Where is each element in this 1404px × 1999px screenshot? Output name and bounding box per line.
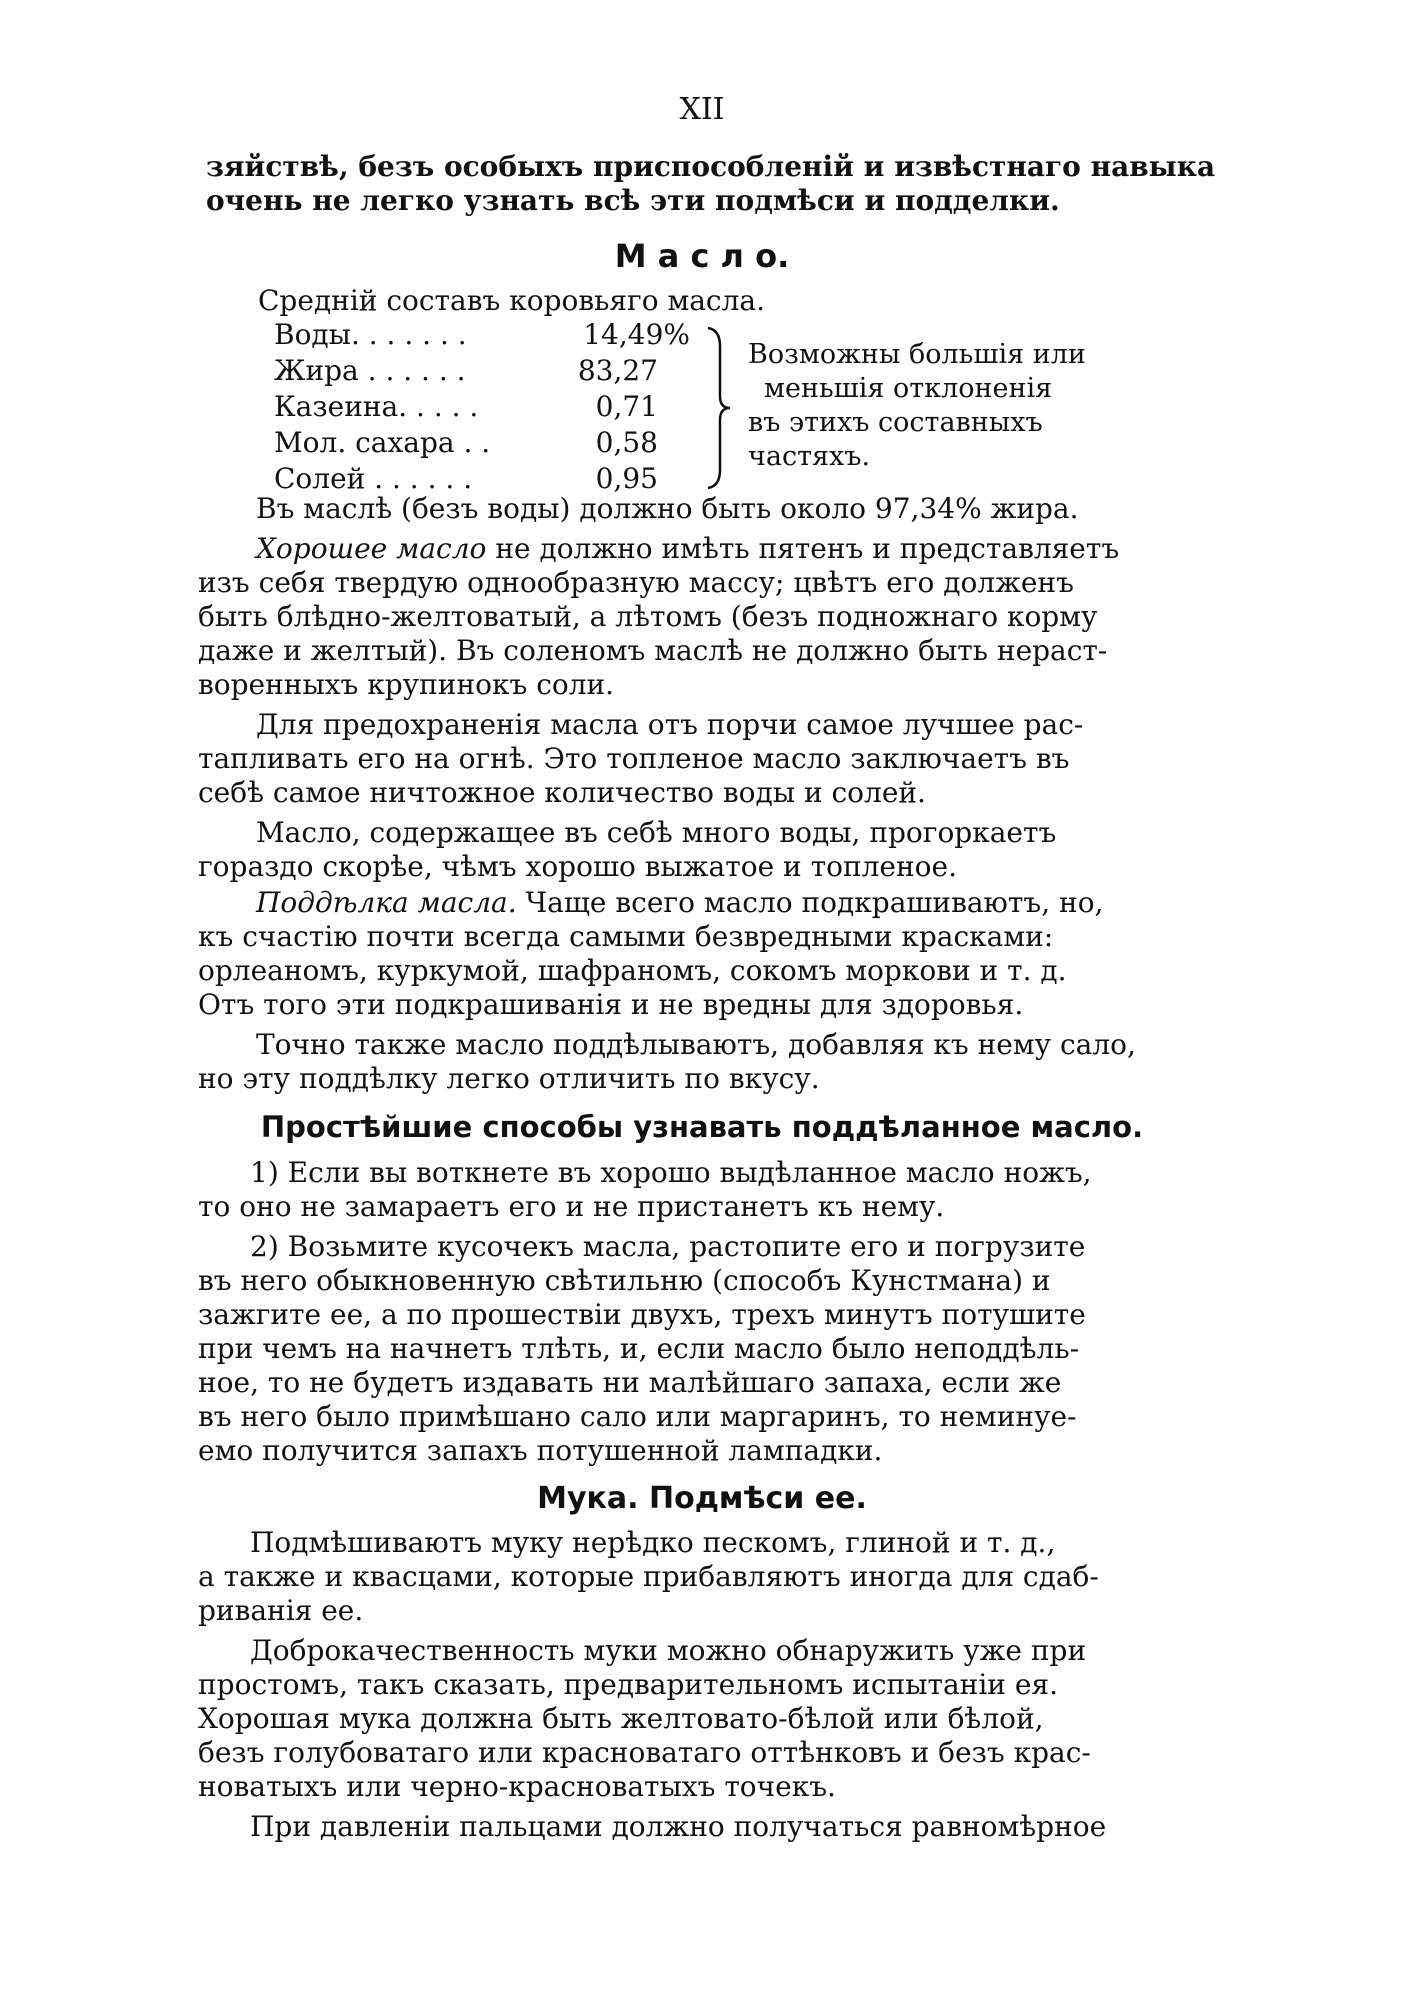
method-2-line: емо получится запахъ потушенной лампадки. <box>198 1434 883 1467</box>
composition-value-sugar: 0,58 <box>595 426 658 459</box>
good-butter-lead: Хорошее масло <box>256 532 487 565</box>
composition-title: Среднiй составъ коровьяго масла. <box>258 284 765 317</box>
variation-note-line-3: въ этихъ составныхъ <box>748 407 1043 438</box>
method-2-line: при чемъ на начнетъ тлѣть, и, если масло было неподдѣль- <box>198 1332 1080 1365</box>
flour-para-1-line: Подмѣшиваютъ муку нерѣдко пескомъ, глиной и т. д., <box>250 1526 1056 1559</box>
flour-para-1-line: риванiя ее. <box>198 1594 364 1627</box>
good-butter-para-line-1 <box>256 532 1119 566</box>
variation-note-line-4: частяхъ. <box>748 441 871 472</box>
good-butter-para-line: воренныхъ крупинокъ соли. <box>198 668 615 701</box>
composition-value-fat: 83,27 <box>577 354 658 387</box>
good-butter-first-rest: не должно имѣть пятенъ и представляетъ <box>486 532 1120 565</box>
method-1-line: 1) Если вы воткнете въ хорошо выдѣланное масло ножъ, <box>250 1156 1092 1189</box>
good-butter-para-line: быть блѣдно-желтоватый, а лѣтомъ (безъ подножнаго корму <box>198 600 1098 633</box>
page-number: XII <box>679 92 725 127</box>
rancid-para-line: гораздо скорѣе, чѣмъ хорошо выжатое и топленое. <box>198 850 957 883</box>
brace-icon <box>704 326 734 490</box>
preservation-para-line: себѣ самое ничтожное количество воды и солей. <box>198 776 926 809</box>
composition-label-salts: Солей . . . . . . <box>274 462 473 495</box>
good-butter-para-line: даже и желтый). Въ соленомъ маслѣ не должно быть нераст- <box>198 634 1108 667</box>
lard-para-line: но эту поддѣлку легко отличить по вкусу. <box>198 1062 820 1095</box>
flour-para-1-line: а также и квасцами, которые прибавляютъ иногда для сдаб- <box>198 1560 1099 1593</box>
flour-para-3-line: При давленiи пальцами должно получаться равномѣрное <box>250 1810 1107 1843</box>
preservation-para-line: Для предохраненiя масла отъ порчи самое лучшее рас- <box>256 708 1084 741</box>
butter-heading: М а с л о. <box>614 237 790 275</box>
method-2-line: ное, то не будетъ издавать ни малѣйшаго запаха, если же <box>198 1366 1062 1399</box>
adulteration-para-line: Отъ того эти подкрашиванiя и не вредны для здоровья. <box>198 988 1024 1021</box>
adulteration-para-line: орлеаномъ, куркумой, шафраномъ, сокомъ моркови и т. д. <box>198 954 1067 987</box>
method-2-line: въ него было примѣшано сало или маргаринъ, то неминуе- <box>198 1400 1077 1433</box>
adulteration-para-line: къ счастiю почти всегда самыми безвредными красками: <box>198 920 1054 953</box>
methods-heading: Простѣйшие способы узнавать поддѣланное масло. <box>260 1110 1144 1144</box>
method-1-line: то оно не замараетъ его и не пристанетъ къ нему. <box>198 1190 945 1223</box>
composition-label-sugar: Мол. сахара . . <box>274 426 491 459</box>
flour-para-2-line: Хорошая мука должна быть желтовато-бѣлой или бѣлой, <box>198 1702 1044 1735</box>
intro-line-1: зяйствѣ, безъ особыхъ приспособленій и извѣстнаго навыка <box>206 150 1216 183</box>
good-butter-para-line: изъ себя твердую однообразную массу; цвѣтъ его долженъ <box>198 566 1074 599</box>
method-2-line: въ него обыкновенную свѣтильню (способъ Кунстмана) и <box>198 1264 1051 1297</box>
adulteration-first-rest: Чаще всего масло подкрашиваютъ, но, <box>516 886 1104 919</box>
flour-para-2-line: Доброкачественность муки можно обнаружить уже при <box>250 1634 1087 1667</box>
flour-para-2-line: новатыхъ или черно-красноватыхъ точекъ. <box>198 1770 836 1803</box>
composition-value-water: 14,49% <box>583 318 690 351</box>
composition-value-casein: 0,71 <box>595 390 658 423</box>
variation-note-line-2: меньшiя отклоненiя <box>764 373 1053 404</box>
composition-label-fat: Жира . . . . . . <box>274 354 466 387</box>
method-2-line: 2) Возьмите кусочекъ масла, растопите его и погрузите <box>250 1230 1086 1263</box>
method-2-line: зажгите ее, а по прошествiи двухъ, трехъ минутъ потушите <box>198 1298 1086 1331</box>
flour-heading: Мука. Подмѣси ее. <box>537 1481 867 1516</box>
flour-para-2-line: простомъ, такъ сказать, предварительномъ испытанiи ея. <box>198 1668 1058 1701</box>
rancid-para-line: Масло, содержащее въ себѣ много воды, прогоркаетъ <box>256 816 1057 849</box>
variation-note-line-1: Возможны большiя или <box>748 339 1086 370</box>
composition-label-casein: Казеина. . . . . <box>274 390 479 423</box>
adulteration-lead: Поддѣлка масла. <box>256 886 517 919</box>
flour-para-2-line: безъ голубоватаго или красноватаго оттѣнковъ и безъ крас- <box>198 1736 1091 1769</box>
lard-para-line: Точно также масло поддѣлываютъ, добавляя къ нему сало, <box>256 1028 1136 1061</box>
composition-label-water: Воды. . . . . . . <box>274 318 467 351</box>
preservation-para-line: тапливать его на огнѣ. Это топленое масло заключаетъ въ <box>198 742 1070 775</box>
composition-value-salts: 0,95 <box>595 462 658 495</box>
adulteration-para-line-1 <box>256 886 1103 920</box>
intro-line-2: очень не легко узнать всѣ эти подмѣси и подделки. <box>206 184 1060 217</box>
fat-content-line: Въ маслѣ (безъ воды) должно быть около 97,34% жира. <box>256 492 1079 525</box>
